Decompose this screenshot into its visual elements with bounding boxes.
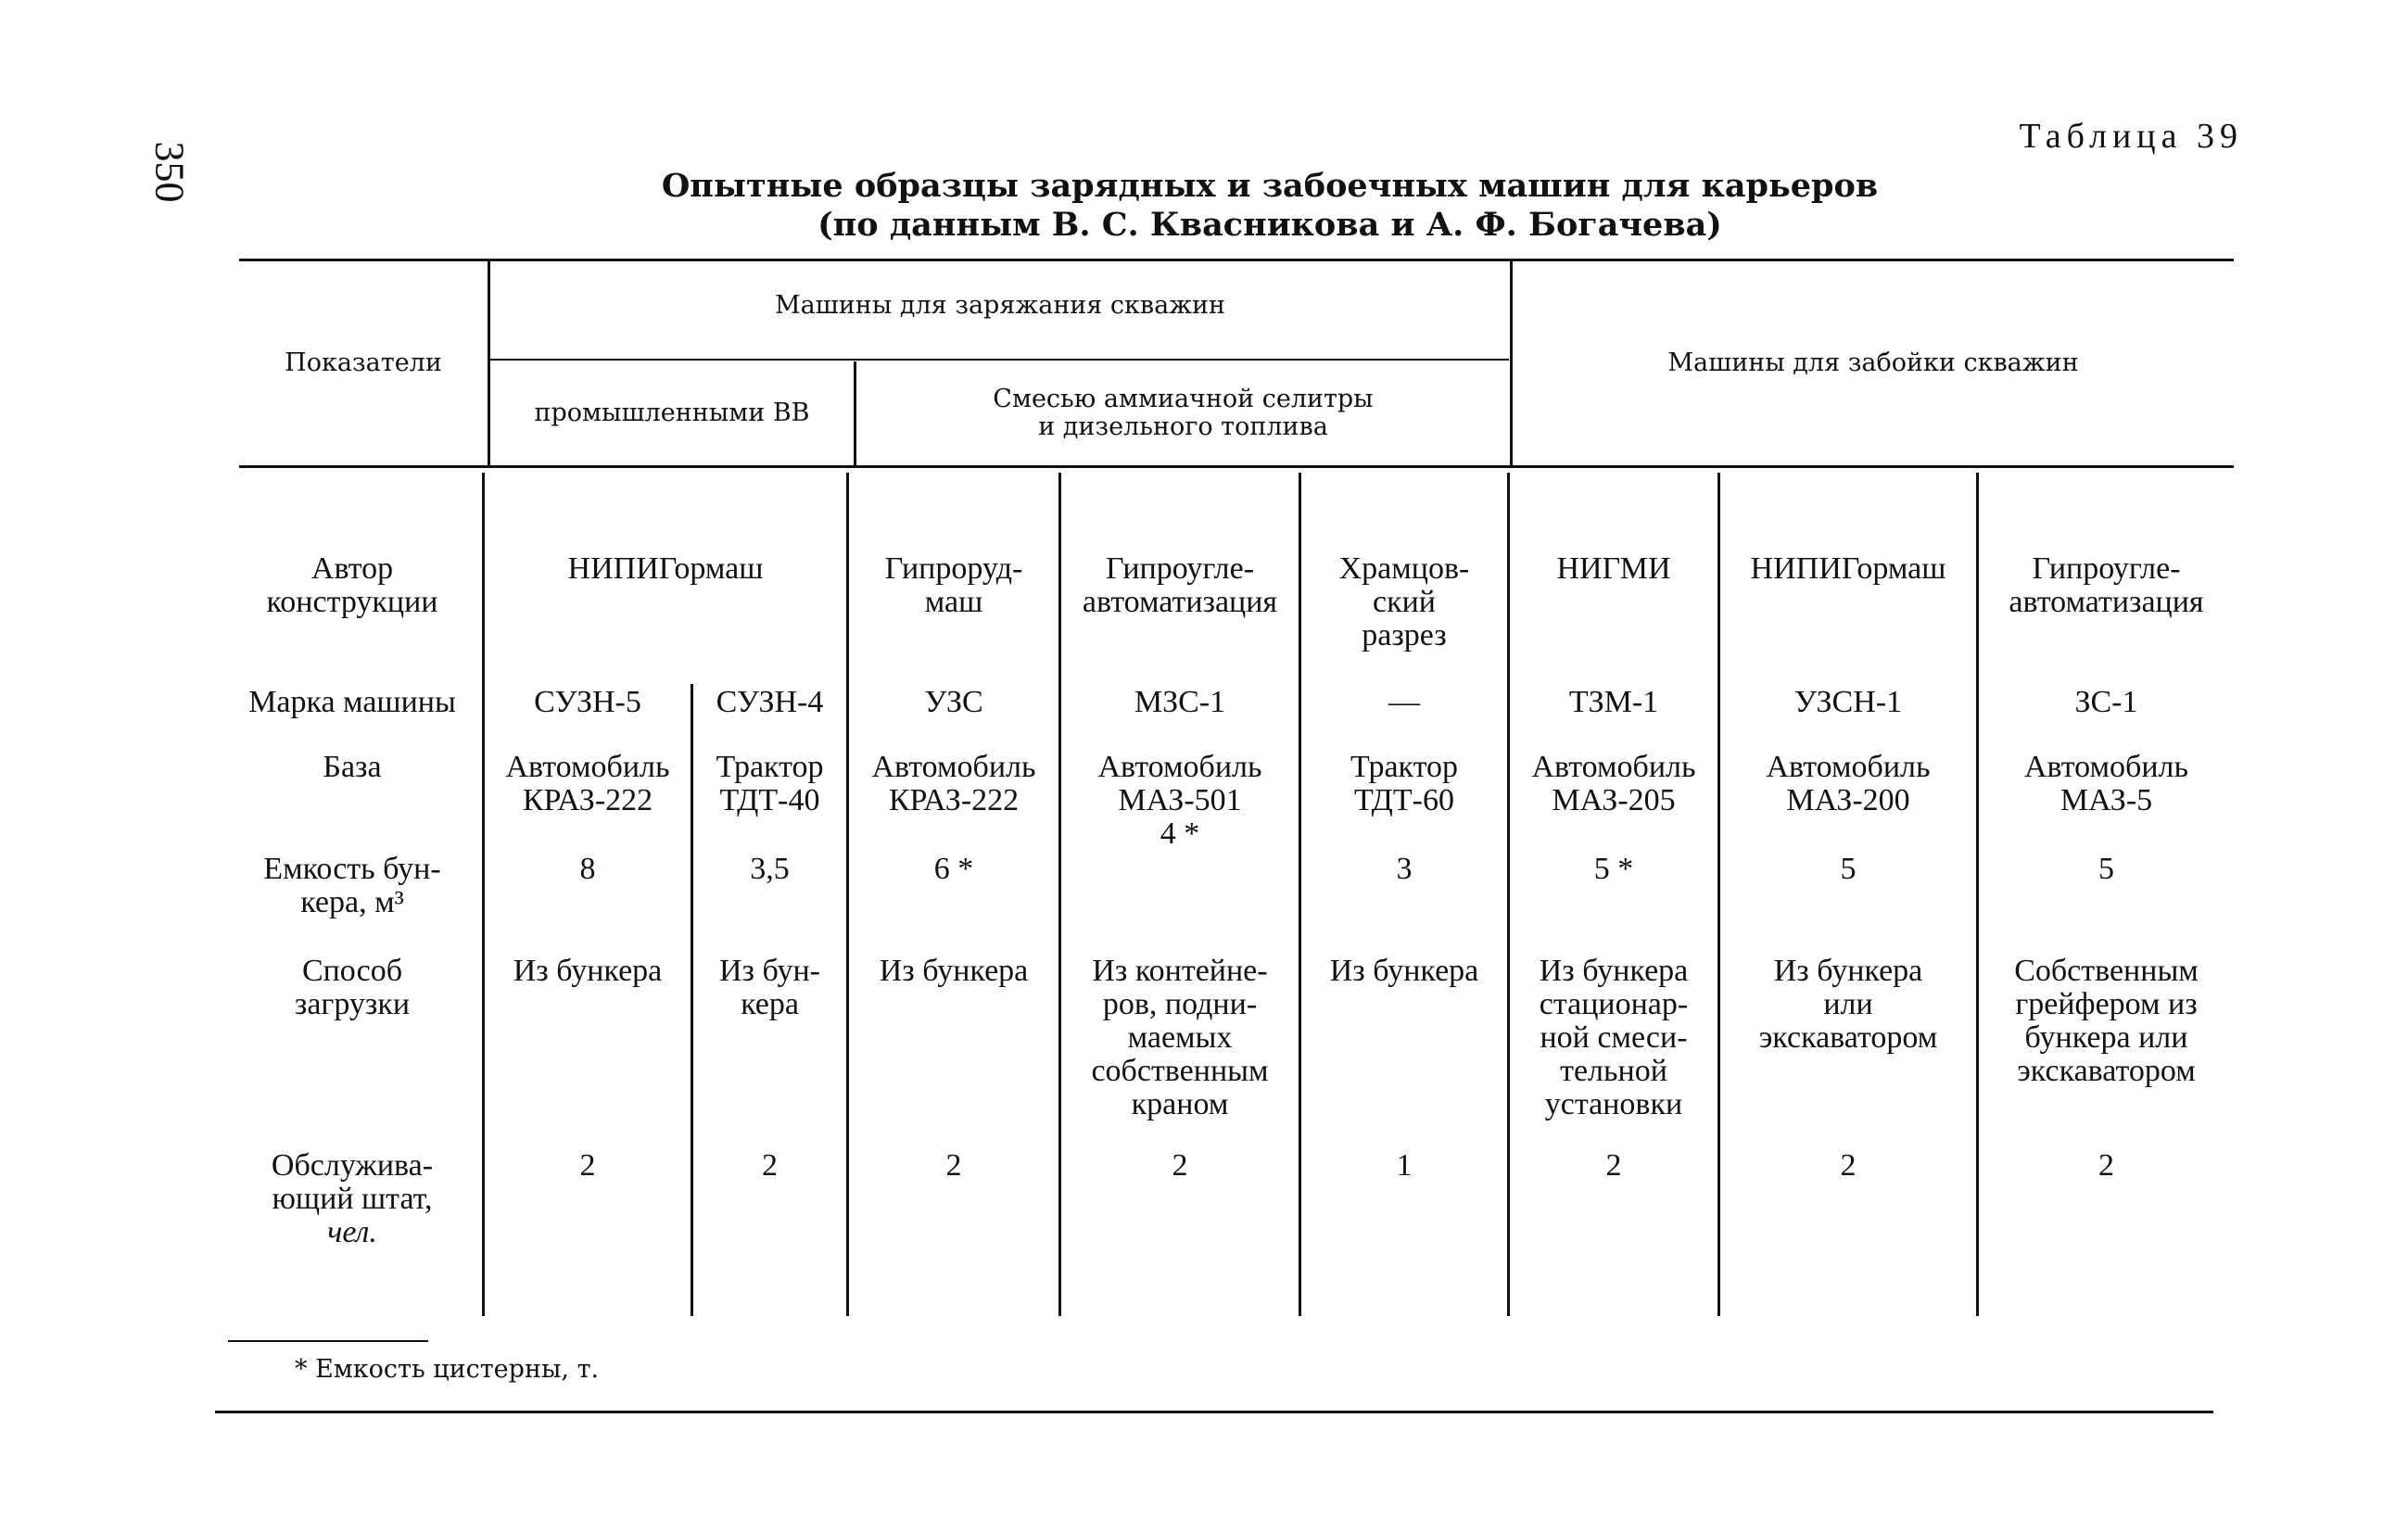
col-7-capacity: 5 <box>1840 852 1857 886</box>
col-1-capacity: 8 <box>579 852 596 886</box>
col-2-staff: 2 <box>762 1148 778 1183</box>
col-8-loading-line-4: экскаватором <box>2017 1054 2196 1088</box>
row-label-author <box>222 552 482 619</box>
col-5-base <box>1301 751 1507 817</box>
author-col-1-2 <box>485 552 846 586</box>
row-label-capacity <box>222 853 482 919</box>
author-col-3-line-2: маш <box>924 585 983 619</box>
col-1-base-line-2: КРАЗ-222 <box>522 783 653 817</box>
author-col-5-line-2: ский <box>1373 585 1436 619</box>
table-label: Таблица 39 <box>2019 117 2243 156</box>
title-line-1: Опытные образцы зарядных и забоечных машин для карьеров <box>661 167 1879 205</box>
col-8-base-line-2: МАЗ-5 <box>2059 783 2153 817</box>
author-col-8-line-1: Гипроугле- <box>2032 551 2181 586</box>
col-8-model: ЗС-1 <box>2074 685 2138 719</box>
col-3-loading <box>849 955 1058 988</box>
author-col-3 <box>849 552 1058 619</box>
col-7-base-line-2: МАЗ-200 <box>1786 783 1910 817</box>
col-8-base-line-1: Автомобиль <box>2023 750 2188 784</box>
rule-header-bottom <box>239 465 2234 468</box>
col-2-loading-line-1: Из бун- <box>718 954 820 988</box>
header-mixture <box>856 361 1510 465</box>
author-col-8-line-2: автоматизация <box>2009 585 2204 619</box>
row-label-base-line-1: База <box>323 750 382 784</box>
col-1-loading-line-1: Из бункера <box>513 954 663 988</box>
col-7-loading-line-3: экскаватором <box>1758 1020 1938 1055</box>
col-6-loading-line-3: ной смеси- <box>1540 1020 1688 1055</box>
col-6-loading-line-5: установки <box>1544 1087 1683 1121</box>
author-col-4-line-2: автоматизация <box>1082 585 1278 619</box>
author-col-5-line-1: Храмцов- <box>1338 551 1470 586</box>
col-4-base <box>1061 751 1299 851</box>
body-vline-7 <box>1717 473 1720 1316</box>
col-7-loading <box>1720 955 1976 1055</box>
col-3-base-line-2: КРАЗ-222 <box>888 783 1020 817</box>
col-7-base-line-1: Автомобиль <box>1766 750 1931 784</box>
col-6-loading-line-4: тельной <box>1560 1054 1667 1088</box>
col-6-base-line-2: МАЗ-205 <box>1552 783 1676 817</box>
col-1-model: СУЗН-5 <box>534 685 641 719</box>
row-label-model <box>222 686 482 719</box>
col-4-base-line-3: 4 * <box>1160 817 1200 851</box>
col-5-staff: 1 <box>1396 1148 1413 1183</box>
col-6-base <box>1510 751 1717 817</box>
col-6-loading-line-1: Из бункера <box>1539 954 1689 988</box>
row-label-capacity-line-1: Емкость бун- <box>263 852 441 886</box>
col-3-capacity: 6 * <box>933 852 974 886</box>
col-2-base <box>693 751 846 817</box>
page-number: 350 <box>146 141 193 203</box>
col-1-base <box>485 751 691 817</box>
col-6-staff: 2 <box>1605 1148 1622 1183</box>
col-7-base <box>1720 751 1976 817</box>
author-col-1-2-line-1: НИПИГормаш <box>567 551 764 586</box>
col-2-base-line-2: ТДТ-40 <box>719 783 820 817</box>
col-4-base-line-1: Автомобиль <box>1097 750 1262 784</box>
author-col-6 <box>1510 552 1717 586</box>
col-5-loading <box>1301 955 1507 988</box>
col-1-base-line-1: Автомобиль <box>505 750 670 784</box>
col-5-capacity: 3 <box>1396 852 1413 886</box>
col-3-loading-line-1: Из бункера <box>879 954 1029 988</box>
rule-sub-header <box>489 359 1509 361</box>
author-col-4 <box>1061 552 1299 619</box>
col-4-loading <box>1061 955 1299 1121</box>
row-label-loading <box>222 955 482 1021</box>
col-7-loading-line-2: или <box>1823 987 1873 1021</box>
col-8-base <box>1979 751 2234 817</box>
col-7-loading-line-1: Из бункера <box>1773 954 1923 988</box>
row-label-capacity-line-2: кера, м³ <box>300 885 404 919</box>
col-8-staff: 2 <box>2098 1148 2114 1183</box>
col-4-loading-line-1: Из контейне- <box>1092 954 1268 988</box>
header-mixture-line-1: Смесью аммиачной селитры <box>993 385 1374 413</box>
col-1-staff: 2 <box>579 1148 596 1183</box>
rule-footnote <box>228 1340 428 1342</box>
author-col-7-line-1: НИПИГормаш <box>1750 551 1946 586</box>
title-line-2: (по данным В. С. Квасникова и А. Ф. Богачева) <box>817 206 1722 244</box>
col-6-base-line-1: Автомобиль <box>1531 750 1696 784</box>
col-5-loading-line-1: Из бункера <box>1329 954 1479 988</box>
col-7-model: УЗСН-1 <box>1793 685 1903 719</box>
col-6-loading-line-2: стационар- <box>1539 987 1689 1021</box>
header-mixture-line-2: и дизельного топлива <box>1038 412 1328 441</box>
col-3-model: УЗС <box>924 685 983 719</box>
row-label-loading-line-1: Способ <box>301 954 403 988</box>
row-label-staff <box>222 1149 482 1249</box>
author-col-4-line-1: Гипроугле- <box>1105 551 1255 586</box>
author-col-7 <box>1720 552 1976 586</box>
rule-bottom <box>215 1411 2213 1413</box>
col-6-capacity: 5 * <box>1593 852 1634 886</box>
row-label-staff-line-2: ющий штат, <box>272 1182 433 1216</box>
header-charging-machines: Машины для заряжания скважин <box>774 291 1226 320</box>
author-col-3-line-1: Гипроруд- <box>884 551 1023 586</box>
author-col-8 <box>1979 552 2234 619</box>
author-col-5 <box>1301 552 1507 652</box>
author-col-6-line-1: НИГМИ <box>1556 551 1671 586</box>
col-8-loading-line-1: Собственным <box>2014 954 2199 988</box>
table-title <box>556 167 1983 245</box>
col-8-capacity: 5 <box>2098 852 2114 886</box>
body-vline-1 <box>482 473 485 1316</box>
col-2-model: СУЗН-4 <box>716 685 824 719</box>
col-4-loading-line-5: краном <box>1131 1087 1229 1121</box>
footnote: * Емкость цистерны, т. <box>295 1355 600 1384</box>
col-4-loading-line-3: маемых <box>1127 1020 1233 1055</box>
col-1-loading <box>485 955 691 988</box>
row-label-author-line-1: Автор <box>311 551 394 586</box>
author-col-5-line-3: разрез <box>1362 618 1447 652</box>
col-3-base <box>849 751 1058 817</box>
col-2-capacity: 3,5 <box>750 852 790 886</box>
header-stemming-machines: Машины для забойки скважин <box>1667 348 2079 377</box>
header-industrial-explosives: промышленными ВВ <box>534 399 810 427</box>
col-8-loading-line-3: бункера или <box>2024 1020 2188 1055</box>
col-3-staff: 2 <box>945 1148 962 1183</box>
col-5-base-line-2: ТДТ-60 <box>1354 783 1454 817</box>
col-4-base-line-2: МАЗ-501 <box>1118 783 1242 817</box>
col-8-loading <box>1979 955 2234 1088</box>
col-4-loading-line-4: собственным <box>1091 1054 1269 1088</box>
col-2-loading <box>693 955 846 1021</box>
row-label-loading-line-2: загрузки <box>294 987 411 1021</box>
body-vline-6 <box>1507 473 1510 1316</box>
col-6-loading <box>1510 955 1717 1121</box>
col-7-staff: 2 <box>1840 1148 1857 1183</box>
header-indicators: Показатели <box>285 348 442 377</box>
col-4-staff: 2 <box>1172 1148 1188 1183</box>
col-2-loading-line-2: кера <box>741 987 799 1021</box>
row-label-staff-line-1: Обслужива- <box>271 1148 434 1183</box>
row-label-author-line-2: конструкции <box>266 585 438 619</box>
row-label-model-line-1: Марка машины <box>248 685 456 719</box>
col-5-model: — <box>1388 685 1420 719</box>
row-label-base <box>222 751 482 784</box>
col-3-base-line-1: Автомобиль <box>871 750 1036 784</box>
col-8-loading-line-2: грейфером из <box>2015 987 2198 1021</box>
col-5-base-line-1: Трактор <box>1350 750 1459 784</box>
col-4-loading-line-2: ров, подни- <box>1102 987 1258 1021</box>
row-label-staff-line-3: чел. <box>327 1215 377 1249</box>
col-4-model: МЗС-1 <box>1134 685 1226 719</box>
col-6-model: ТЗМ-1 <box>1568 685 1659 719</box>
col-2-base-line-1: Трактор <box>716 750 824 784</box>
